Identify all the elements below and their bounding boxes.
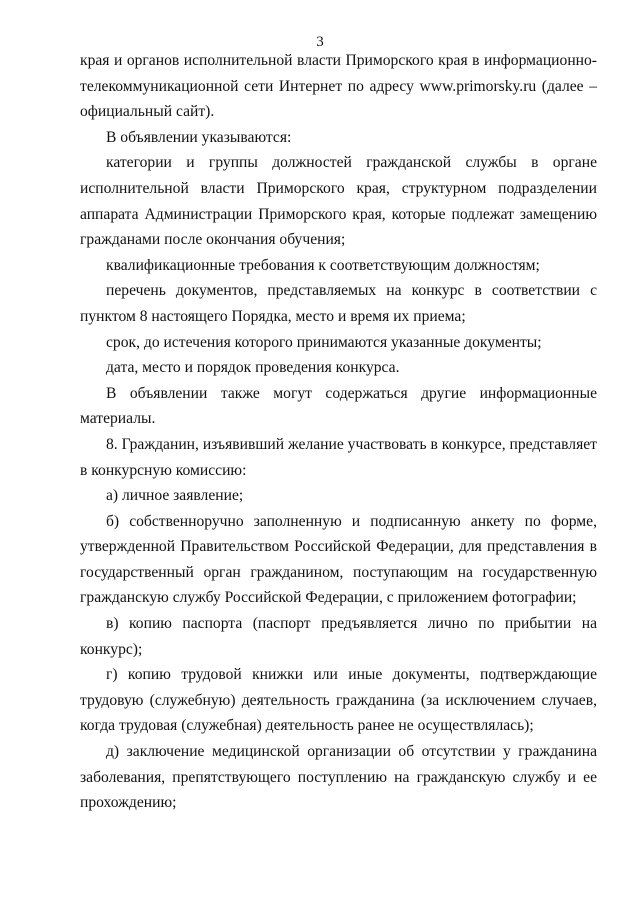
paragraph-documents-list: перечень документов, представляемых на конкурс в соответствии с пунктом 8 настоящего Порядка, место и время их приема;: [80, 282, 597, 325]
paragraph-continuation: края и органов исполнительной власти Приморского края в информационно-телекоммуникационной сети Интернет по адресу www.primorsky.ru (далее – официальный сайт).: [80, 52, 597, 121]
paragraph-announcement-intro: В объявлении указываются:: [106, 128, 292, 146]
page-number: 3: [316, 34, 324, 50]
paragraph-other-materials: В объявлении также могут содержаться другие информационные материалы.: [80, 384, 597, 428]
paragraph-contest-date-place: дата, место и порядок проведения конкурса.: [106, 359, 400, 377]
paragraph-item-a: а) личное заявление;: [106, 487, 244, 505]
paragraph-position-categories: категории и группы должностей гражданской службы в органе исполнительной власти Приморского края, структурном подразделении аппарата Администрации Приморского края, которые подлежат замещению гражданами после окончания обучения;: [80, 154, 597, 249]
paragraph-item-b: б) собственноручно заполненную и подписанную анкету по форме, утвержденной Правительством Российской Федерации, для представления в государственный орган гражданином, поступающим на государственную гражданскую службу Российской Федерации, с приложением фотографии;: [80, 512, 597, 607]
paragraph-item-v: в) копию паспорта (паспорт предъявляется лично по прибытии на конкурс);: [80, 615, 597, 658]
paragraph-item-g: г) копию трудовой книжки или иные документы, подтверждающие трудовую (служебную) деятельность гражданина (за исключением случаев, когда трудовая (служебная) деятельность ранее не осуществлялась);: [80, 666, 597, 735]
paragraph-deadline: срок, до истечения которого принимаются указанные документы;: [106, 333, 542, 351]
paragraph-qualification-requirements: квалификационные требования к соответствующим должностям;: [106, 256, 540, 274]
paragraph-item-d: д) заключение медицинской организации об отсутствии у гражданина заболевания, препятствующего поступлению на гражданскую службу и ее прохождению;: [80, 743, 597, 812]
document-body: [80, 48, 597, 816]
paragraph-item-8: 8. Гражданин, изъявивший желание участвовать в конкурсе, представляет в конкурсную комиссию:: [80, 435, 597, 479]
